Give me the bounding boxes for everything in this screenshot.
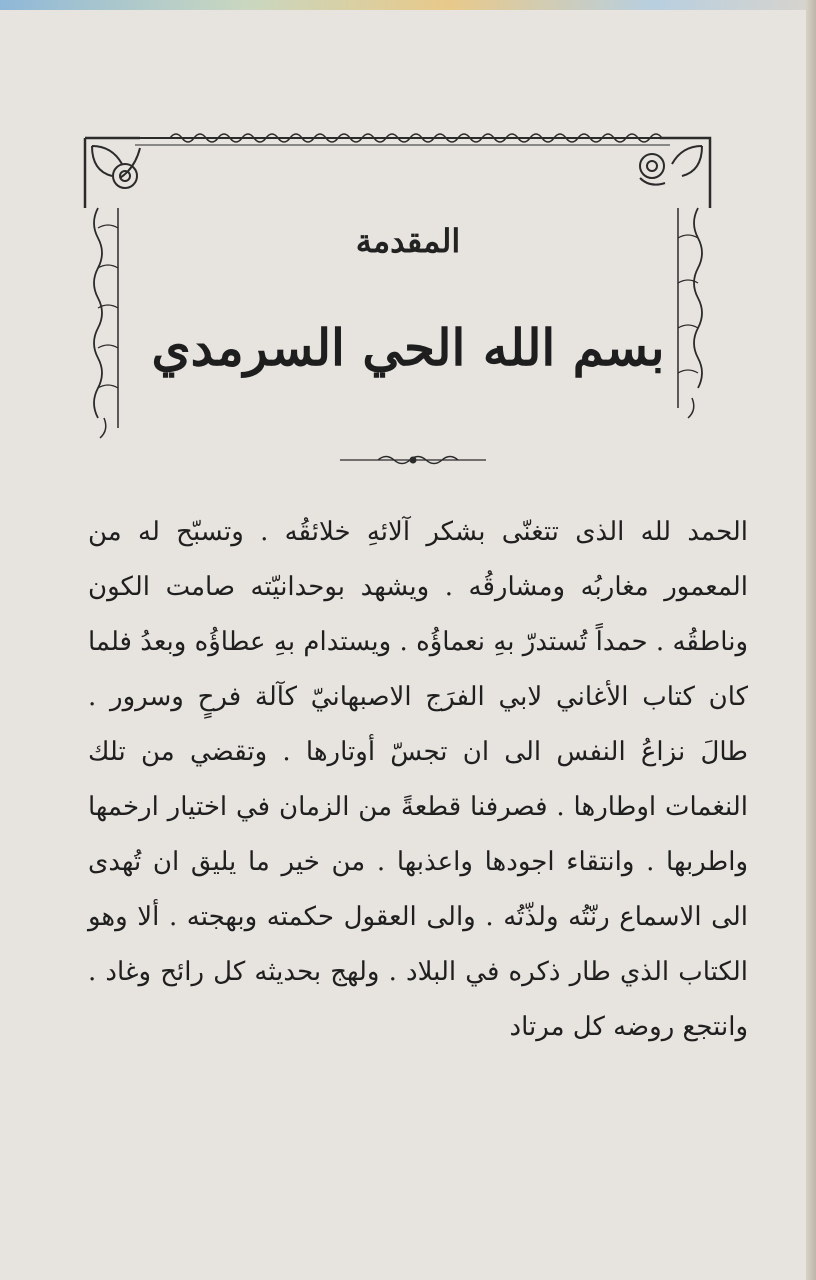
page-edge <box>806 0 816 1280</box>
top-edge-strip <box>0 0 816 10</box>
scroll-divider-ornament <box>338 452 488 468</box>
body-text-content: الحمد لله الذى تتغنّى بشكر آلائهِ خلائقُه . وتسبّح له من المعمور مغاربُه ومشارقُه . ويشهد بوحدانيّته صامت الكون وناطقُه . حمداً تُستدرّ بهِ نعماؤُه . ويستدام بهِ عطاؤُه وبعدُ فلما كان كتاب الأغاني لابي الفرَج الاصبهانيّ كآلة فرحٍ وسرور . طالَ نزاعُ النفس الى ان تجسّ أوتارها . وتقضي من تلك النغمات اوطارها . فصرفنا قطعةً من الزمان في اختيار ارخمها واطربها . وانتقاء اجودها واعذبها . من خير ما يليق ان تُهدى الى الاسماع رنّتُه ولذّتُه . والى العقول حكمته وبهجته . ألا وهو الكتاب الذي طار ذكره في البلاد . ولهج بحديثه كل رائح وغاد . وانتجع روضه كل مرتاد <box>88 517 748 1042</box>
introduction-paragraph <box>88 505 748 1055</box>
page-heading: المقدمة <box>355 222 461 260</box>
basmala-calligraphy: بسم الله الحي السرمدي <box>151 318 665 377</box>
floral-frame-ornament <box>80 118 720 448</box>
